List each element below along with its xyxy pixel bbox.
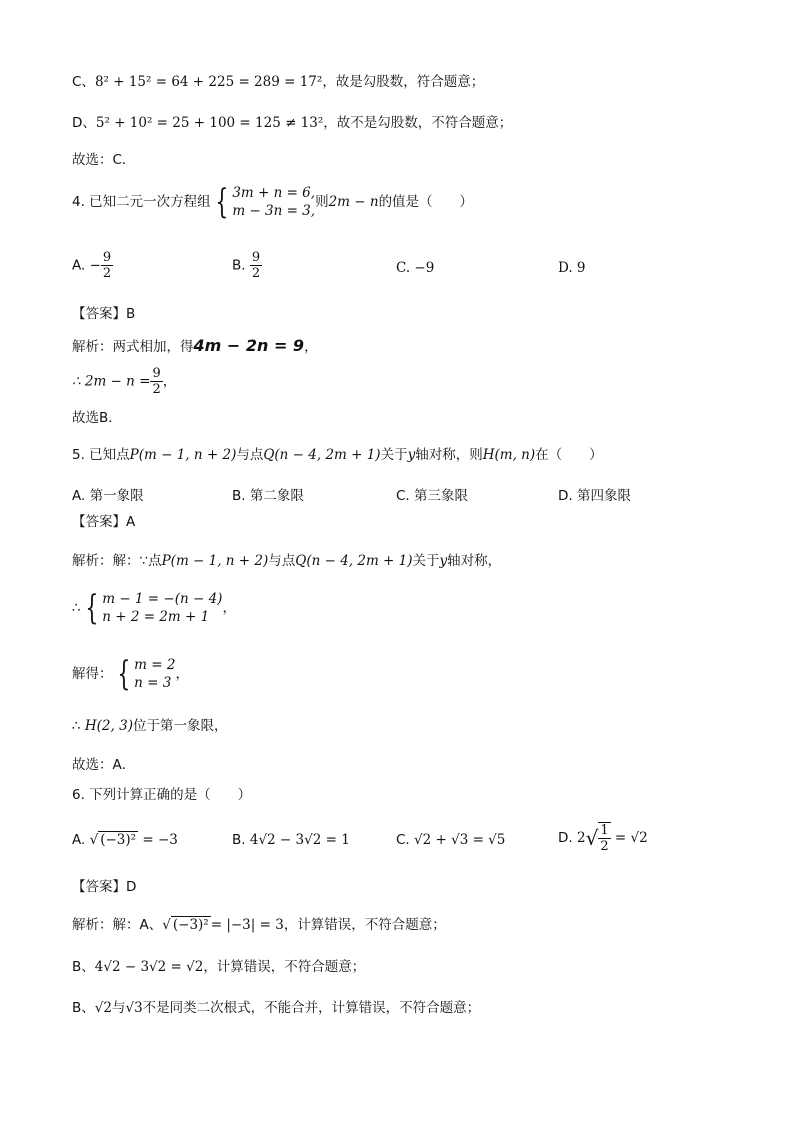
comma: ， [175, 666, 189, 682]
q6-option-a[interactable] [72, 832, 178, 848]
math-expression: 4√2 − 3√2 = 1 [249, 832, 350, 848]
q5-system-1 [72, 590, 236, 630]
numerator: 9 [152, 366, 161, 381]
option-label: A. [72, 257, 86, 274]
q6-option-d[interactable] [558, 822, 648, 854]
equation-system [102, 590, 222, 626]
q5-solution-3 [72, 717, 227, 735]
math-expression: √3 [125, 1000, 143, 1016]
denominator: 2 [600, 839, 609, 854]
text: ，故不是勾股数，不符合题意； [323, 115, 513, 131]
q4-expression: 2m − n [328, 194, 379, 210]
fraction [150, 366, 162, 397]
coefficient: 2 [576, 830, 586, 846]
fraction [101, 250, 113, 281]
point-p: P(m − 1, n + 2) [161, 553, 269, 569]
q4-suffix: 的值是（ ） [378, 194, 474, 210]
q4-solution-2 [72, 366, 176, 397]
fraction [250, 250, 262, 281]
q4-prefix: 4. 已知二元一次方程组 [72, 194, 211, 210]
equation-2: n + 2 = 2m + 1 [102, 609, 210, 625]
sqrt-expression [90, 832, 138, 848]
option-c-check-line [72, 73, 484, 91]
answer-choice-q3: 故选：C． [72, 152, 136, 168]
radical-sign: √ [162, 917, 171, 933]
point-q: Q(n − 4, 2m + 1) [263, 447, 381, 463]
math-expression: √2 + √3 = √5 [414, 832, 506, 848]
equation-system [232, 184, 315, 220]
text: 关于 [412, 553, 440, 569]
q4-option-d[interactable]: D. 9 [558, 260, 586, 276]
text: ， [304, 339, 318, 355]
text: 与点 [268, 553, 296, 569]
numerator: 9 [251, 250, 261, 265]
text: ，计算错误，不符合题意； [283, 917, 446, 933]
text: 解析：两式相加，得 [72, 339, 194, 355]
q6-solution-1 [72, 916, 446, 934]
math-expression: = √2 [614, 830, 648, 846]
q4-mid: 则 [315, 194, 329, 210]
q4-answer: 【答案】B [72, 306, 136, 322]
q5-option-a[interactable]: A. 第一象限 [72, 488, 144, 504]
option-label: A. [72, 832, 86, 848]
point-q: Q(n − 4, 2m + 1) [295, 553, 413, 569]
option-d-check-line [72, 114, 512, 132]
radical-sign: √ [89, 832, 99, 848]
radicand: (−3)² [172, 917, 209, 933]
math-expression: 8² + 15² = 64 + 225 = 289 = 17² [94, 74, 323, 90]
radical-sign: √ [585, 826, 599, 850]
q5-system-2 [72, 656, 189, 696]
brace: { [215, 182, 228, 222]
numerator: 9 [102, 250, 112, 265]
text: 位于第一象限， [132, 718, 228, 734]
minus-sign: − [89, 257, 101, 274]
text: B、 [72, 1000, 95, 1016]
q5-answer: 【答案】A [72, 514, 136, 530]
solved-label: 解得： [72, 666, 113, 682]
q5-solution-1 [72, 552, 501, 570]
text: 轴对称， [447, 553, 502, 569]
q5-option-d[interactable]: D. 第四象限 [558, 488, 631, 504]
equation-1: m − 1 = −(n − 4) [102, 591, 223, 607]
point-h: H(m, n) [482, 447, 536, 463]
denominator: 2 [152, 382, 161, 397]
comma: ， [222, 600, 236, 616]
q4-option-b[interactable] [232, 250, 262, 281]
math-expression: ∴ 2m − n = [72, 373, 151, 390]
math-expression: = |−3| = 3 [210, 917, 284, 933]
text: 解析：解：∵点 [72, 553, 162, 569]
q6-option-b[interactable] [232, 832, 350, 848]
denominator: 2 [251, 266, 261, 281]
q6-solution-2 [72, 958, 365, 976]
therefore-symbol: ∴ [72, 600, 81, 616]
point-h: H(2, 3) [84, 718, 133, 734]
q6-option-c[interactable] [396, 832, 505, 848]
option-label: D. [558, 830, 573, 846]
text: ，计算错误，不符合题意； [203, 959, 366, 975]
fraction-radicand [598, 822, 610, 854]
q6-answer: 【答案】D [72, 879, 137, 895]
label: D、 [72, 115, 96, 131]
q5-option-b[interactable]: B. 第二象限 [232, 488, 304, 504]
text: 不是同类二次根式，不能合并，计算错误，不符合题意； [142, 1000, 481, 1016]
text: ，故是勾股数，符合题意； [322, 74, 485, 90]
math-expression: 5² + 10² = 25 + 100 = 125 ≠ 13² [95, 115, 324, 131]
q5-choice: 故选：A． [72, 757, 136, 773]
equation-2: n = 3 [134, 675, 172, 691]
sqrt-expression [162, 916, 210, 934]
text: 轴对称，则 [415, 447, 483, 463]
text: 5. 已知点 [72, 447, 130, 463]
math-expression: √2 [94, 1000, 112, 1016]
math-expression: = −3 [142, 832, 178, 848]
math-expression: 4√2 − 3√2 = √2 [94, 959, 204, 975]
point-p: P(m − 1, n + 2) [129, 447, 237, 463]
axis-y: y [439, 553, 448, 569]
option-label: B. [232, 257, 246, 274]
math-expression: 4m − 2n = 9 [193, 336, 305, 355]
numerator: 1 [600, 823, 609, 838]
option-label: C. [396, 832, 410, 848]
text: 解析：解：A、 [72, 917, 163, 933]
question-6-stem: 6. 下列计算正确的是（ ） [72, 787, 252, 803]
q5-option-c[interactable]: C. 第三象限 [396, 488, 469, 504]
equation-1: 3m + n = 6, [232, 185, 316, 201]
q4-solution-1 [72, 337, 318, 356]
text: 与 [111, 1000, 126, 1016]
label: C、 [72, 74, 95, 90]
text: B、 [72, 959, 95, 975]
q6-solution-3 [72, 999, 480, 1017]
question-5-stem [72, 446, 603, 464]
option-label: B. [232, 832, 246, 848]
equation-1: m = 2 [134, 657, 176, 673]
equation-system [134, 656, 175, 692]
radicand: (−3)² [100, 832, 137, 848]
brace: { [116, 654, 130, 694]
text: ， [162, 373, 177, 390]
denominator: 2 [102, 266, 112, 281]
brace: { [84, 588, 98, 628]
text: 与点 [236, 447, 264, 463]
therefore-symbol: ∴ [72, 718, 81, 734]
q4-option-c[interactable]: C. −9 [396, 260, 435, 276]
axis-y: y [407, 447, 416, 463]
q4-choice: 故选B． [72, 410, 122, 426]
text: 关于 [380, 447, 408, 463]
equation-2: m − 3n = 3, [232, 203, 316, 219]
question-4-stem [72, 184, 473, 224]
text: 在（ ） [535, 447, 603, 463]
q4-option-a[interactable] [72, 250, 113, 281]
